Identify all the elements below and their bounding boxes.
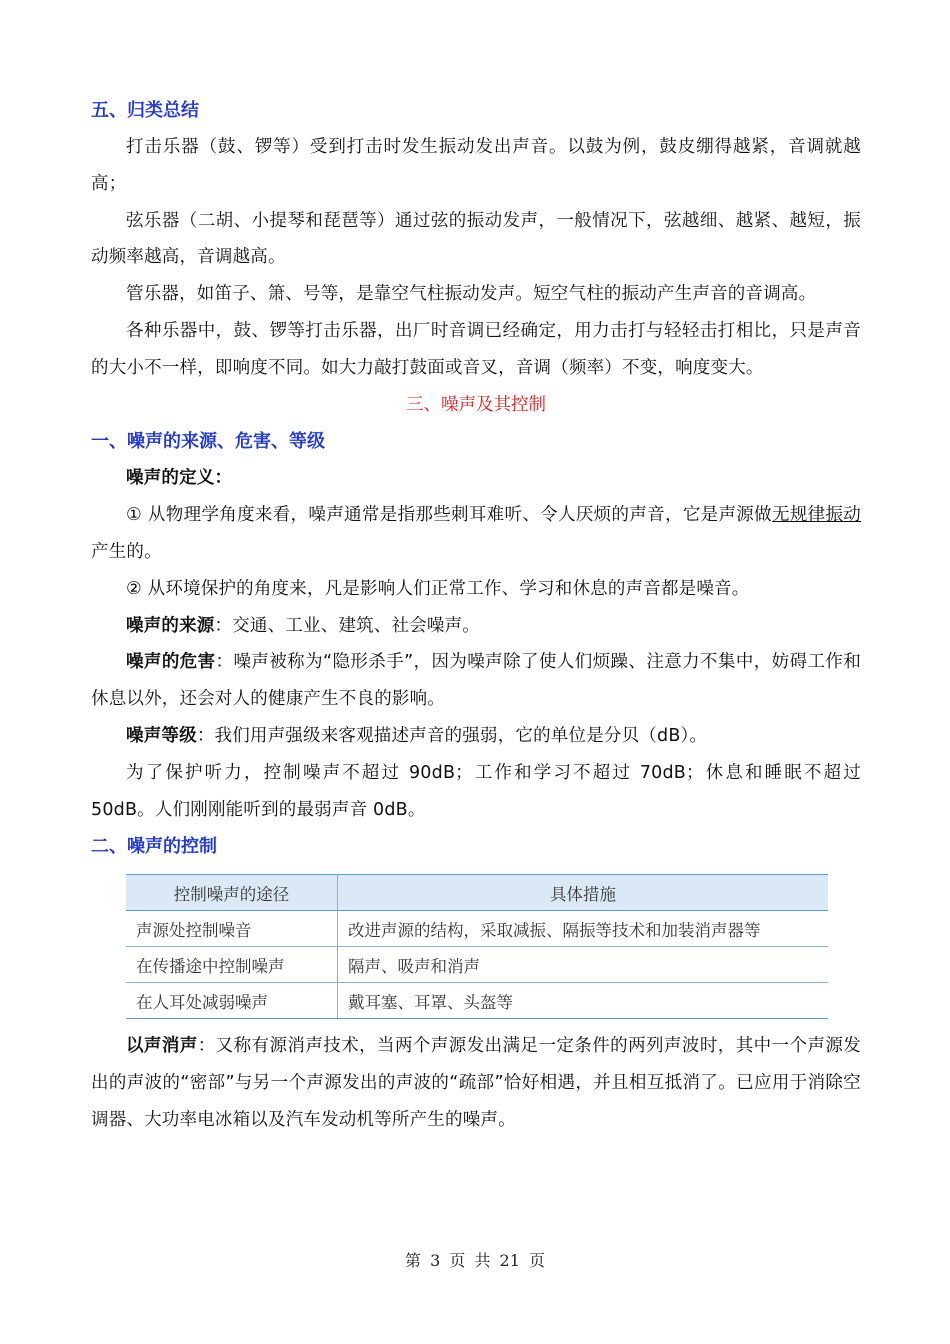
- noise-harm: [91, 644, 861, 718]
- paragraph-percussion: 打击乐器（鼓、锣等）受到打击时发生振动发出声音。以鼓为例，鼓皮绷得越紧，音调就越高；: [91, 137, 861, 194]
- noise-harm-text: ：噪声被称为“隐形杀手”，因为噪声除了使人们烦躁、注意力不集中，妨碍工作和休息以外，还会对人的健康产生不良的影响。: [91, 652, 862, 710]
- noise-limits: 为了保护听力，控制噪声不超过 90dB；工作和学习不超过 70dB；休息和睡眠不超过 50dB。人们刚刚能听到的最弱声音 0dB。: [91, 762, 861, 820]
- noise-level: [91, 718, 861, 755]
- noise-level-text: ：我们用声强级来客观描述声音的强弱，它的单位是分贝（dB）。: [196, 725, 708, 746]
- anti-noise-paragraph: [91, 1028, 861, 1138]
- section-heading: 五、归类总结: [91, 100, 199, 121]
- paragraph-wind: 管乐器，如笛子、箫、号等，是靠空气柱振动发声。短空气柱的振动产生声音的音调高。: [126, 284, 817, 305]
- page-footer: 第 3 页 共 21 页: [405, 1251, 545, 1270]
- noise-level-label: 噪声等级: [126, 725, 197, 746]
- irregular-vibration-underlined: 无规律振动: [771, 505, 862, 526]
- noise-sources-text: ：交通、工业、建筑、社会噪声。: [214, 615, 480, 636]
- part1-heading: 一、噪声的来源、危害、等级: [91, 431, 325, 453]
- table-row: [126, 947, 828, 983]
- definition-label-line: [91, 460, 861, 497]
- definition-physics-text: ① 从物理学角度来看，噪声通常是指那些刺耳难听、令人厌烦的声音，它是声源做: [126, 505, 772, 526]
- definition-environment: ② 从环境保护的角度来，凡是影响人们正常工作、学习和休息的声音都是噪音。: [126, 578, 750, 599]
- anti-noise-label: 以声消声: [126, 1036, 198, 1057]
- table-cell: 隔声、吸声和消声: [338, 947, 829, 983]
- table-cell: 改进声源的结构，采取减振、隔振等技术和加装消声器等: [338, 911, 829, 947]
- noise-harm-label: 噪声的危害: [126, 652, 216, 673]
- table-row: [126, 911, 828, 947]
- table-header-cell: 控制噪声的途径: [126, 875, 338, 911]
- definition-label: 噪声的定义：: [126, 468, 233, 489]
- chapter-title: 三、噪声及其控制: [406, 394, 546, 415]
- document-page: [91, 92, 861, 1139]
- noise-sources: [91, 608, 861, 645]
- table-header-row: [126, 875, 828, 911]
- paragraph-loudness: 各种乐器中，鼓、锣等打击乐器，出厂时音调已经确定，用力击打与轻轻击打相比，只是声音的大小不一样，即响度不同。如大力敲打鼓面或音叉，音调（频率）不变，响度变大。: [91, 320, 861, 378]
- definition-physics: [91, 497, 861, 571]
- table-cell: 声源处控制噪音: [126, 911, 338, 947]
- table-cell: 戴耳塞、耳罩、头盔等: [338, 983, 829, 1019]
- table-header-cell: 具体措施: [338, 875, 829, 911]
- table-row: [126, 983, 828, 1019]
- anti-noise-text: ：又称有源消声技术，当两个声源发出满足一定条件的两列声波时，其中一个声源发出的声波的“密部”与另一个声源发出的声波的“疏部”恰好相遇，并且相互抵消了。已应用于消除空调器、大功率电冰箱以及汽车发动机等所产生的噪声。: [91, 1036, 861, 1130]
- definition-physics-tail: 产生的。: [91, 541, 162, 562]
- noise-sources-label: 噪声的来源: [126, 615, 215, 636]
- noise-control-table: [126, 874, 828, 1019]
- table-cell: 在传播途中控制噪声: [126, 947, 338, 983]
- table-cell: 在人耳处减弱噪声: [126, 983, 338, 1019]
- paragraph-strings: 弦乐器（二胡、小提琴和琵琶等）通过弦的振动发声，一般情况下，弦越细、越紧、越短，振动频率越高，音调越高。: [91, 210, 861, 268]
- part2-heading: 二、噪声的控制: [91, 836, 217, 858]
